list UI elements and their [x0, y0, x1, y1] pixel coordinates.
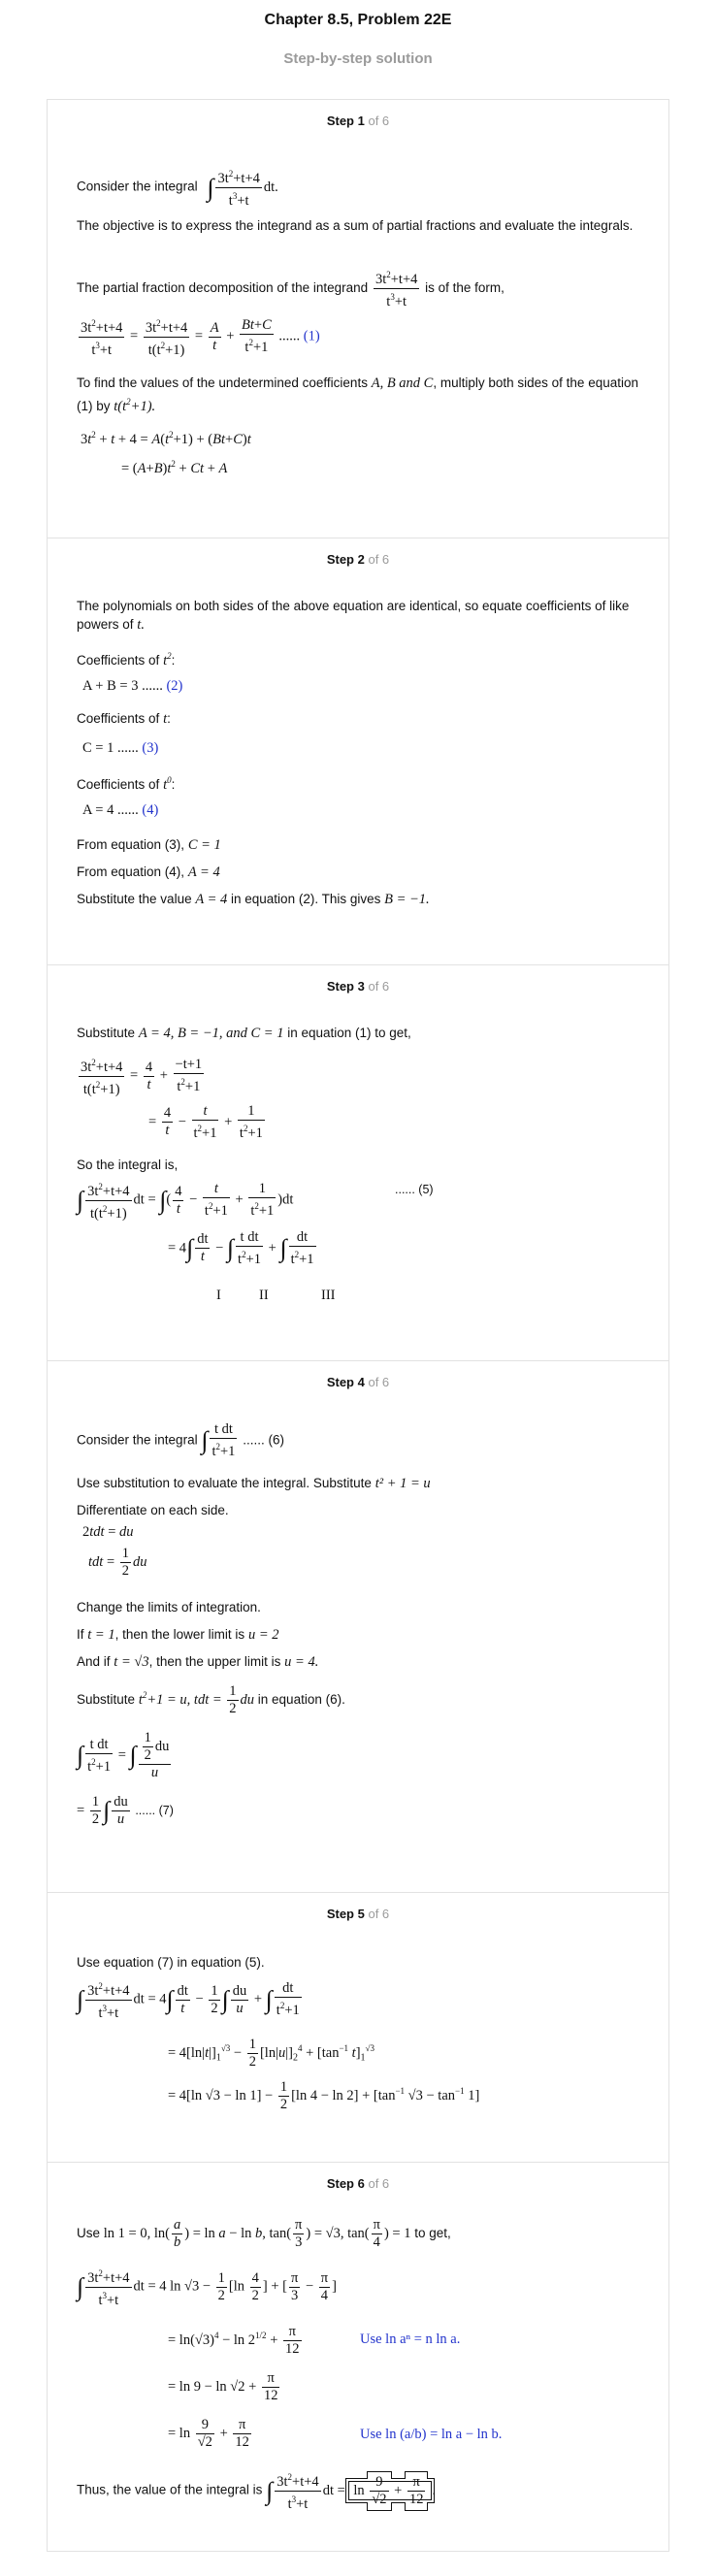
step4-tdt-eq: tdt = $\frac{1}{2}$ du [88, 1546, 147, 1579]
step1-pfd: The partial fraction decomposition of the integrand $\frac{3t^2+t+4}{t^3+t}$ is of the form, [77, 267, 639, 310]
step-4-header: Step 4 of 6 [326, 1375, 390, 1389]
step-1-header: Step 1 of 6 [326, 114, 390, 128]
step4-integral-b: = $\frac{1}{2}$ ∫ $\frac{du}{u}$ ...... (7) [77, 1794, 174, 1827]
step3-substitute: Substitute A = 4, B = −1, and C = 1 in equation (1) to get, [77, 1026, 411, 1041]
step2-eq3: C = 1 ...... (3) [82, 740, 159, 756]
step4-subst: Substitute $t^2+1 = u$, tdt = $\frac{1}{2}$ du in equation (6). [77, 1683, 345, 1716]
step-2-header: Step 2 of 6 [326, 552, 390, 567]
final-answer-box: ln $\frac{9}{√2}$ + $\frac{\pi}{12}$ [348, 2481, 432, 2500]
step1-decomposition: $\frac{3t^2+t+4}{t^3+t}$ = $\frac{3t^2+t+4}{t(t^2+1)}$ = $\frac{A}{t}$ + $\frac{Bt+C}{t^2+1}$ ...... (1) [77, 315, 320, 359]
step5-eq-c: = 4[ln √3 − ln 1] − $\frac{1}{2}$ [ln $4 - \ln 2] + [\tan^{-1}$ $√3 - \tan^{-1} 1$] [168, 2079, 480, 2112]
step4-if1: If t = 1, then the lower limit is u = 2 [77, 1627, 279, 1643]
step2-from3: From equation (3), C = 1 [77, 837, 221, 853]
step6-eq-b: = $\ln(√3)^4 - \ln 2^{1/2}$ + $\frac{\pi}{12}$ [168, 2324, 300, 2357]
step2-from4: From equation (4), A = 4 [77, 864, 220, 880]
step-3-card [47, 964, 669, 1362]
step2-eq4: A = 4 ...... (4) [82, 802, 159, 818]
step6-eq-a: ∫ $\frac{3t^2+t+4}{t^3+t}$ dt = 4 ln √3 − $\frac{1}{2}$ [ln $\frac{4}{2}$ ] + [ $\frac{\pi}{3}$ − $\frac{\pi}{4}$ ] [77, 2266, 337, 2309]
step3-so: So the integral is, [77, 1158, 179, 1172]
step6-eq-c: = ln 9 − ln √2 + $\frac{\pi}{12}$ [168, 2370, 278, 2403]
step5-eq-b: = $4[\ln|t|]_1^{√3}$ − $\frac{1}{2}$ $[\ln|u|]_2^4 + [\tan^{-1}$ $t]_1^{√3}$ [168, 2037, 374, 2070]
step3-eq-a: $\frac{3t^2+t+4}{t(t^2+1)}$ = $\frac{4}{t}$ + $\frac{-t+1}{t^2+1}$ [77, 1055, 206, 1098]
step4-consider: Consider the integral ∫ $\frac{\text{t dt}}{t^2+1}$ ...... (6) [77, 1421, 284, 1459]
step2-coef-t0: Coefficients of $t^0$: [77, 775, 176, 793]
step3-part-II: II [259, 1288, 269, 1303]
step-3-header: Step 3 of 6 [326, 979, 390, 994]
step2-substitute: Substitute the value A = 4 in equation (2). This gives B = −1. [77, 892, 430, 907]
step1-expand-2: = $(A+B)t^2 + Ct + A$ [121, 459, 228, 476]
step1-expand-1: $3t^2 + t + 4 = A(t^2+1) + (Bt+C)t$ [81, 430, 251, 447]
step2-identical: The polynomials on both sides of the above equation are identical, so equate coefficients of like powers of t. [77, 599, 630, 633]
step5-use: Use equation (7) in equation (5). [77, 1955, 265, 1970]
step4-diff-eq: 2tdt = du [82, 1524, 134, 1540]
step3-integral-a: ∫ $\frac{3t^2+t+4}{t(t^2+1)}$ dt = ∫( $\frac{4}{t}$ − $\frac{t}{t^2+1}$ + $\frac{1}{t^2+1}$ )dt [77, 1179, 293, 1223]
step3-part-III: III [321, 1288, 336, 1303]
chapter-title: Chapter 8.5, Problem 22E [264, 12, 452, 28]
step3-eq5-label: ...... (5) [395, 1183, 434, 1196]
step4-integral-a: ∫ $\frac{\text{t dt}}{t^2+1}$ = ∫ $\frac{1}{2}$ du u [77, 1730, 170, 1780]
step-6-card [47, 2162, 669, 2552]
step3-eq-b: = $\frac{4}{t}$ − $\frac{t}{t^2+1}$ + $\frac{1}{t^2+1}$ [148, 1103, 263, 1141]
step3-part-I: I [216, 1288, 221, 1303]
step6-eq-d: = ln $\frac{9}{√2}$ + $\frac{\pi}{12}$ [168, 2417, 249, 2450]
step-1-card [47, 99, 669, 539]
step6-hint-1: Use ln aⁿ = n ln a. [360, 2331, 461, 2347]
step1-find: To find the values of the undetermined coefficients A, B and C, multiply both sides of the equation (1) by $t(t^2+1)$. [77, 375, 638, 414]
step4-if2: And if t = √3, then the upper limit is u = 4. [77, 1654, 319, 1670]
step-5-header: Step 5 of 6 [326, 1907, 390, 1921]
step-4-card [47, 1360, 669, 1894]
step-6-header: Step 6 of 6 [326, 2176, 390, 2191]
step1-consider: Consider the integral ∫ $\frac{3t^2+t+4}{t^3+t}$ dt. [77, 166, 639, 210]
solution-subtitle: Step-by-step solution [283, 50, 433, 67]
step-5-card [47, 1892, 669, 2164]
step6-hint-2: Use ln (a/b) = ln a − ln b. [360, 2427, 503, 2442]
step4-change: Change the limits of integration. [77, 1600, 261, 1614]
step5-eq-a: ∫ $\frac{3t^2+t+4}{t^3+t}$ dt = 4∫ $\frac{dt}{t}$ − $\frac{1}{2}$ ∫ $\frac{du}{u}$ + ∫ $\frac{dt}{t^2+1}$ [77, 1978, 304, 2022]
step6-use: Use ln 1 = 0, ln( $\frac{a}{b}$ ) = ln a − ln b, tan( $\frac{\pi}{3}$ ) = √3, tan( $\frac{\pi}{4}$ ) = 1 to get, [77, 2217, 451, 2250]
step4-use-sub: Use substitution to evaluate the integral. Substitute t² + 1 = u [77, 1476, 431, 1491]
step2-coef-t2: Coefficients of $t^2$: [77, 651, 176, 668]
step1-objective: The objective is to express the integrand as a sum of partial fractions and evaluate the integrals. [77, 218, 634, 233]
step2-coef-t: Coefficients of t: [77, 711, 171, 727]
step3-integral-b: = 4∫ $\frac{dt}{t}$ − ∫ $\frac{\text{t dt}}{t^2+1}$ + ∫ $\frac{dt}{t^2+1}$ [168, 1229, 314, 1267]
step2-eq2: A + B = 3 ...... (2) [82, 678, 183, 694]
step-2-card [47, 538, 669, 966]
step4-differentiate: Differentiate on each side. [77, 1503, 229, 1517]
step6-thus: Thus, the value of the integral is ∫ $\frac{3t^2+t+4}{t^3+t}$ dt = ln $\frac{9}{√2}$ + $\frac{\pi}{12}$ . [77, 2469, 639, 2513]
